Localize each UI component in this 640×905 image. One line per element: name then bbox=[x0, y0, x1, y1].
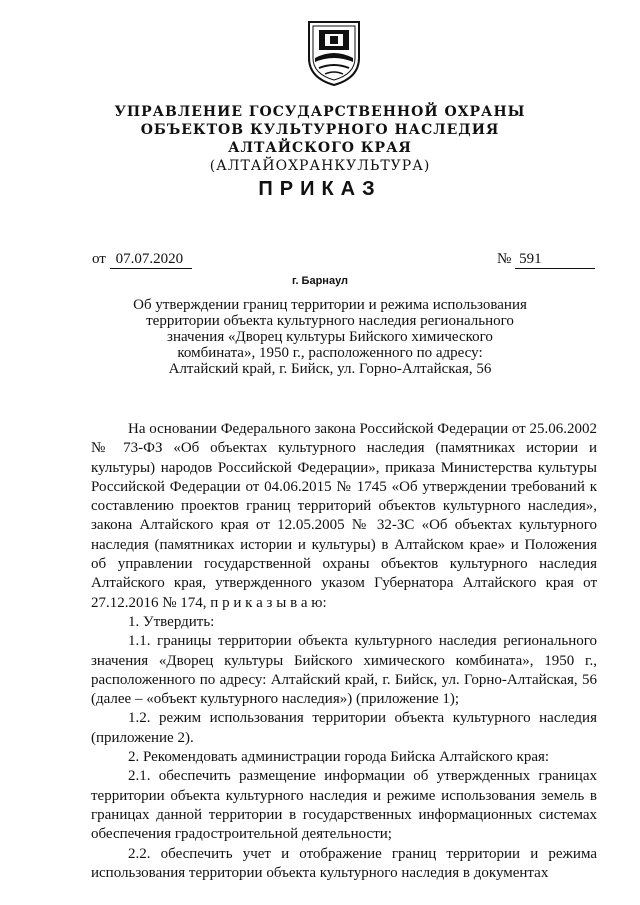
date-value: 07.07.2020 bbox=[110, 251, 192, 269]
subject-line: комбината», 1950 г., расположенного по адресу: bbox=[177, 345, 483, 361]
date-field bbox=[92, 251, 192, 269]
coat-of-arms-icon bbox=[305, 18, 363, 88]
org-line-2: ОБЪЕКТОВ КУЛЬТУРНОГО НАСЛЕДИЯ bbox=[140, 122, 500, 138]
subject-line: значения «Дворец культуры Бийского химического bbox=[167, 329, 493, 345]
subject-line: Об утверждении границ территории и режима использования bbox=[133, 297, 527, 313]
clause-1-2: 1.2. режим использования территории объекта культурного наследия (приложение 2). bbox=[91, 710, 597, 746]
org-line-1: УПРАВЛЕНИЕ ГОСУДАРСТВЕННОЙ ОХРАНЫ bbox=[114, 104, 526, 120]
clause-2-2: 2.2. обеспечить учет и отображение границ территории и режима использования территории объекта культурного наследия в документах bbox=[91, 845, 597, 881]
clause-2-1: 2.1. обеспечить размещение информации об утвержденных границах территории объекта культурного наследия и режиме использования земель в границах данной территории в государственных информационных системах обеспечения градостроительной деятельности; bbox=[91, 768, 597, 843]
city-label: г. Барнаул bbox=[291, 275, 349, 287]
subject-line: Алтайский край, г. Бийск, ул. Горно-Алтайская, 56 bbox=[168, 361, 492, 377]
number-prefix: № bbox=[497, 251, 512, 267]
date-prefix: от bbox=[92, 251, 106, 267]
subject-line: территории объекта культурного наследия регионального bbox=[146, 313, 514, 329]
order-body bbox=[91, 420, 597, 883]
organization-name bbox=[0, 103, 640, 175]
clause-1: 1. Утвердить: bbox=[128, 613, 215, 630]
clause-2: 2. Рекомендовать администрации города Бийска Алтайского края: bbox=[128, 749, 550, 766]
clause-1-1: 1.1. границы территории объекта культурного наследия регионального значения «Дворец культуры Бийского химического комбината», 1950 г., расположенного по адресу: Алтайский край, г. Бийск, ул. Горно-Алтайская, 56 (далее – «объект культурного наследия») (приложение 1); bbox=[91, 633, 597, 708]
number-field bbox=[497, 251, 595, 269]
number-value: 591 bbox=[515, 251, 595, 269]
preamble-paragraph: На основании Федерального закона Российской Федерации от 25.06.2002 № 73-ФЗ «Об объектах культурного наследия (памятниках истории и культуры) народов Российской Федерации», приказа Министерства культуры Российской Федерации от 04.06.2015 № 1745 «Об утверждении требований к составлению проектов границ территорий объектов культурного наследия», закона Алтайского края от 12.05.2005 № 32-ЗС «Об объектах культурного наследия (памятниках истории и культуры) в Алтайском крае» и Положения об управлении государственной охраны объектов культурного наследия Алтайского края, утвержденного указом Губернатора Алтайского края от 27.12.2016 № 174, п р и к а з ы в а ю: bbox=[91, 421, 597, 611]
document-type-title: ПРИКАЗ bbox=[258, 178, 382, 200]
org-abbreviation: (АЛТАЙОХРАНКУЛЬТУРА) bbox=[209, 158, 431, 174]
org-line-3: АЛТАЙСКОГО КРАЯ bbox=[228, 140, 412, 156]
order-subject bbox=[120, 297, 540, 377]
